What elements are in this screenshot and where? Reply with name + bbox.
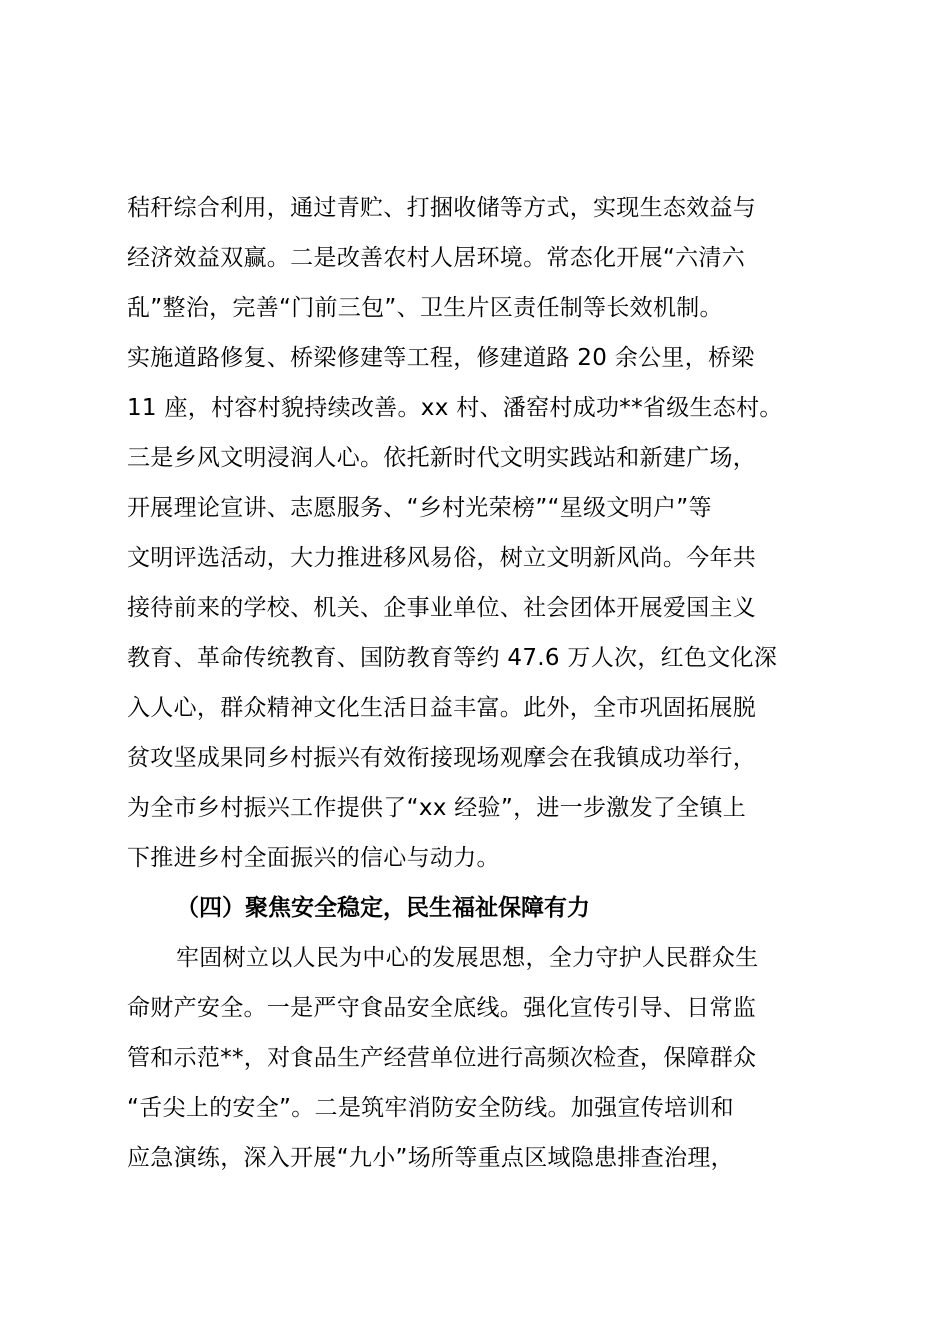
text-line: 乱”整治，完善“门前三包”、卫生片区责任制等长效机制。 [127,295,723,321]
text-line: 开展理论宣讲、志愿服务、“乡村光荣榜”“星级文明户”等 [127,495,712,521]
text-line: 管和示范**，对食品生产经营单位进行高频次检查，保障群众 [127,1045,757,1071]
paragraph-rural-environment [127,183,837,883]
text-line: 为全市乡村振兴工作提供了“xx 经验”，进一步激发了全镇上 [127,795,747,821]
text-line: 教育、革命传统教育、国防教育等约 47.6 万人次，红色文化深 [127,645,778,671]
text-line: 牢固树立以人民为中心的发展思想，全力守护人民群众生 [176,945,759,971]
text-line: “舌尖上的安全”。二是筑牢消防安全防线。加强宣传培训和 [127,1095,734,1121]
text-line: 入人心，群众精神文化生活日益丰富。此外，全市巩固拓展脱 [127,695,757,721]
text-line: 11 座，村容村貌持续改善。xx 村、潘窑村成功**省级生态村。 [127,395,783,421]
section-heading: （四）聚焦安全稳定，民生福祉保障有力 [176,895,590,921]
paragraph-safety [127,933,837,1183]
text-line: 文明评选活动，大力推进移风易俗，树立文明新风尚。今年共 [127,545,757,571]
text-line: 命财产安全。一是严守食品安全底线。强化宣传引导、日常监 [127,995,757,1021]
text-line: 应急演练，深入开展“九小”场所等重点区域隐患排查治理， [127,1145,734,1171]
text-line: 经济效益双赢。二是改善农村人居环境。常态化开展“六清六 [127,245,746,271]
text-line: 实施道路修复、桥梁修建等工程，修建道路 20 余公里，桥梁 [127,345,755,371]
text-line: 秸秆综合利用，通过青贮、打捆收储等方式，实现生态效益与 [127,195,757,221]
text-line: 下推进乡村全面振兴的信心与动力。 [127,845,500,871]
text-line: 贫攻坚成果同乡村振兴有效衔接现场观摩会在我镇成功举行， [127,745,757,771]
text-line: 接待前来的学校、机关、企事业单位、社会团体开展爱国主义 [127,595,757,621]
document-page [127,183,837,1183]
text-line: 三是乡风文明浸润人心。依托新时代文明实践站和新建广场， [127,445,757,471]
